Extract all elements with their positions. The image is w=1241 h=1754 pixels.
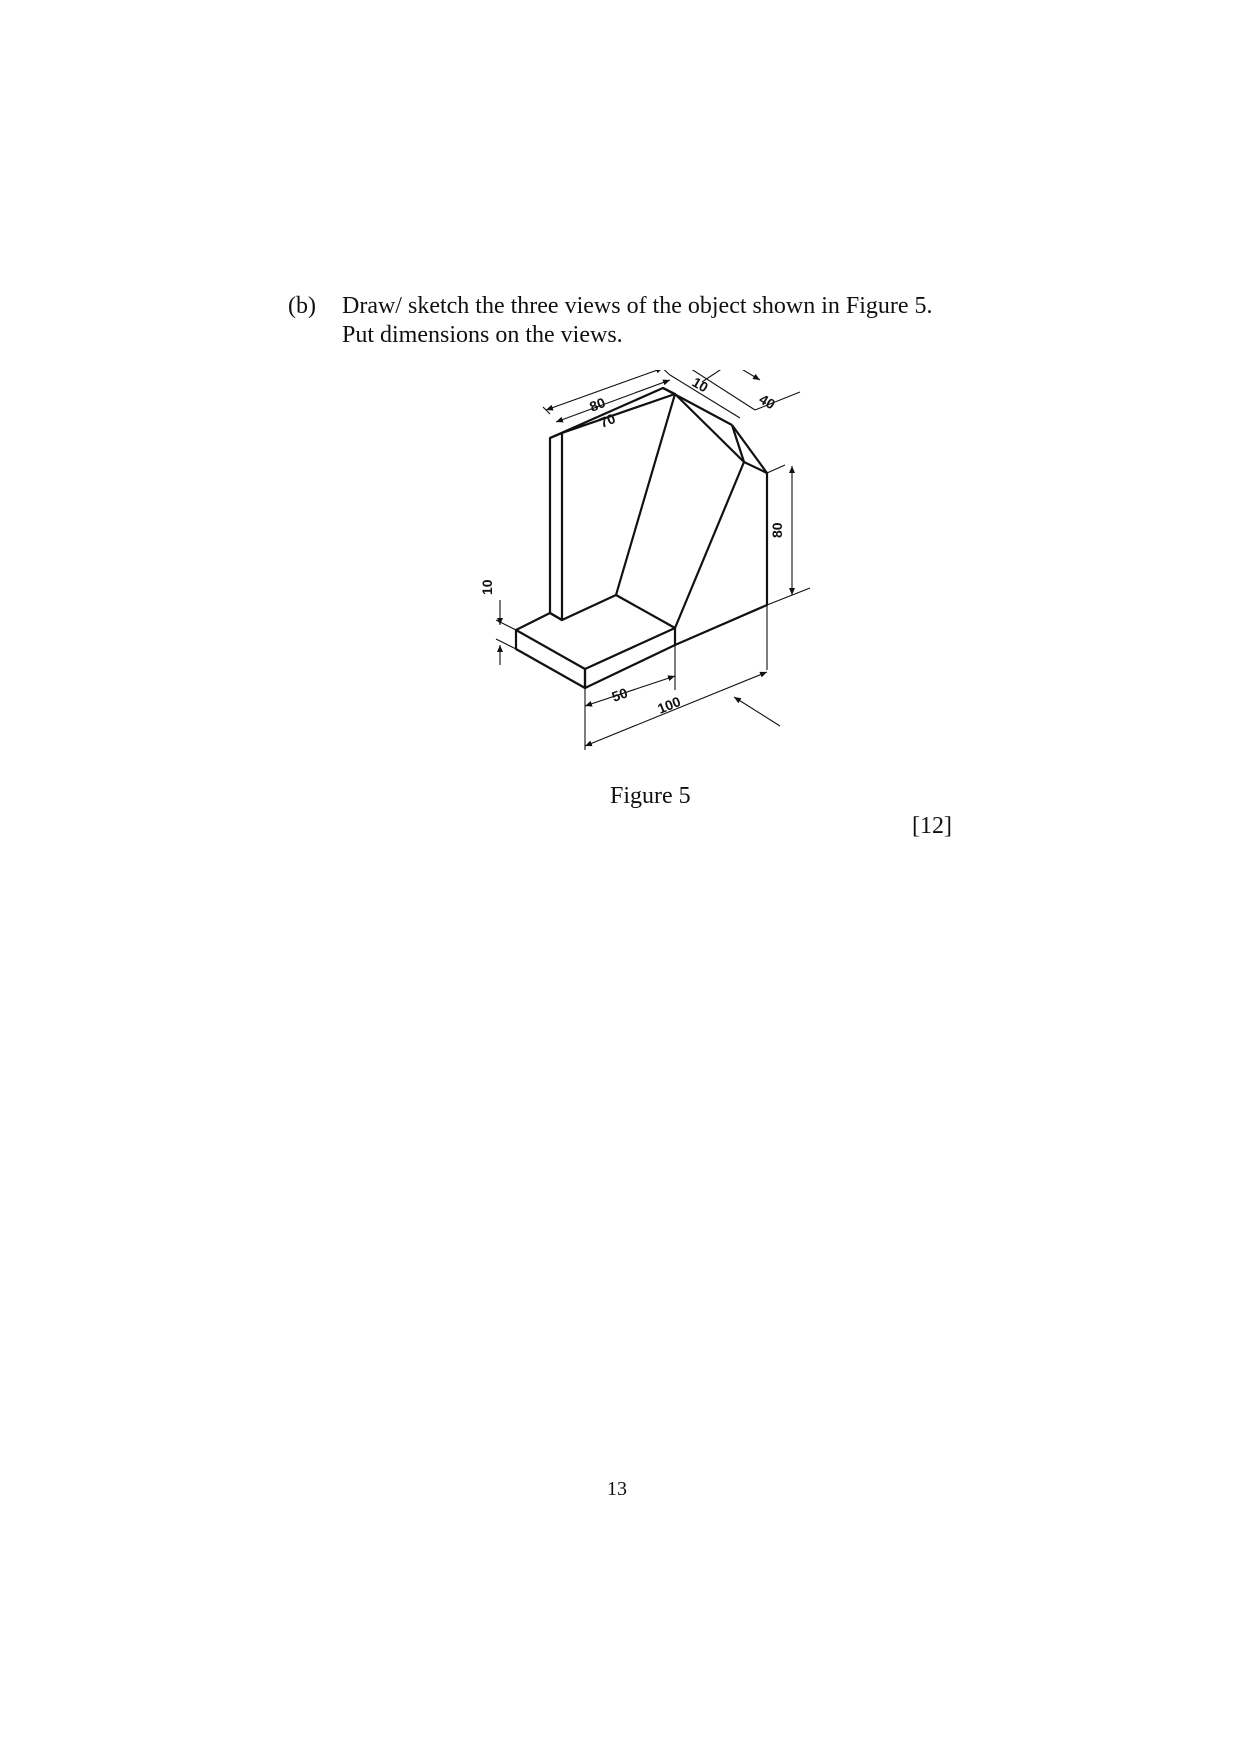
dim-label-top-10: 10 [689, 373, 711, 396]
dim-label-bottom-100: 100 [655, 693, 683, 717]
figure-caption: Figure 5 [610, 783, 691, 809]
dim-label-left-10: 10 [479, 579, 495, 595]
isometric-drawing [470, 370, 830, 760]
base-front-face [516, 630, 585, 688]
marks-label: [12] [912, 813, 952, 839]
dim-label-top-40: 40 [756, 390, 778, 413]
object-outline [516, 388, 767, 688]
question-label: (b) [288, 293, 316, 319]
base-top-edges [516, 595, 616, 630]
block-right-face [675, 473, 767, 645]
dimension-lines [496, 370, 810, 750]
upright-plate-front [550, 433, 562, 620]
dim-label-bottom-50: 50 [609, 684, 630, 705]
slant-face-edge [675, 462, 744, 628]
question-text-line-2: Put dimensions on the views. [342, 322, 623, 348]
base-right-face [585, 628, 675, 688]
page-number: 13 [607, 1478, 627, 1500]
figure-5-drawing [470, 370, 830, 760]
dim-label-right-80: 80 [769, 522, 785, 538]
slant-inner-edge [616, 394, 675, 595]
dim-label-top-70: 70 [597, 410, 618, 431]
dim-label-top-80: 80 [587, 394, 608, 415]
question-text-line-1: Draw/ sketch the three views of the object shown in Figure 5. [342, 293, 933, 319]
